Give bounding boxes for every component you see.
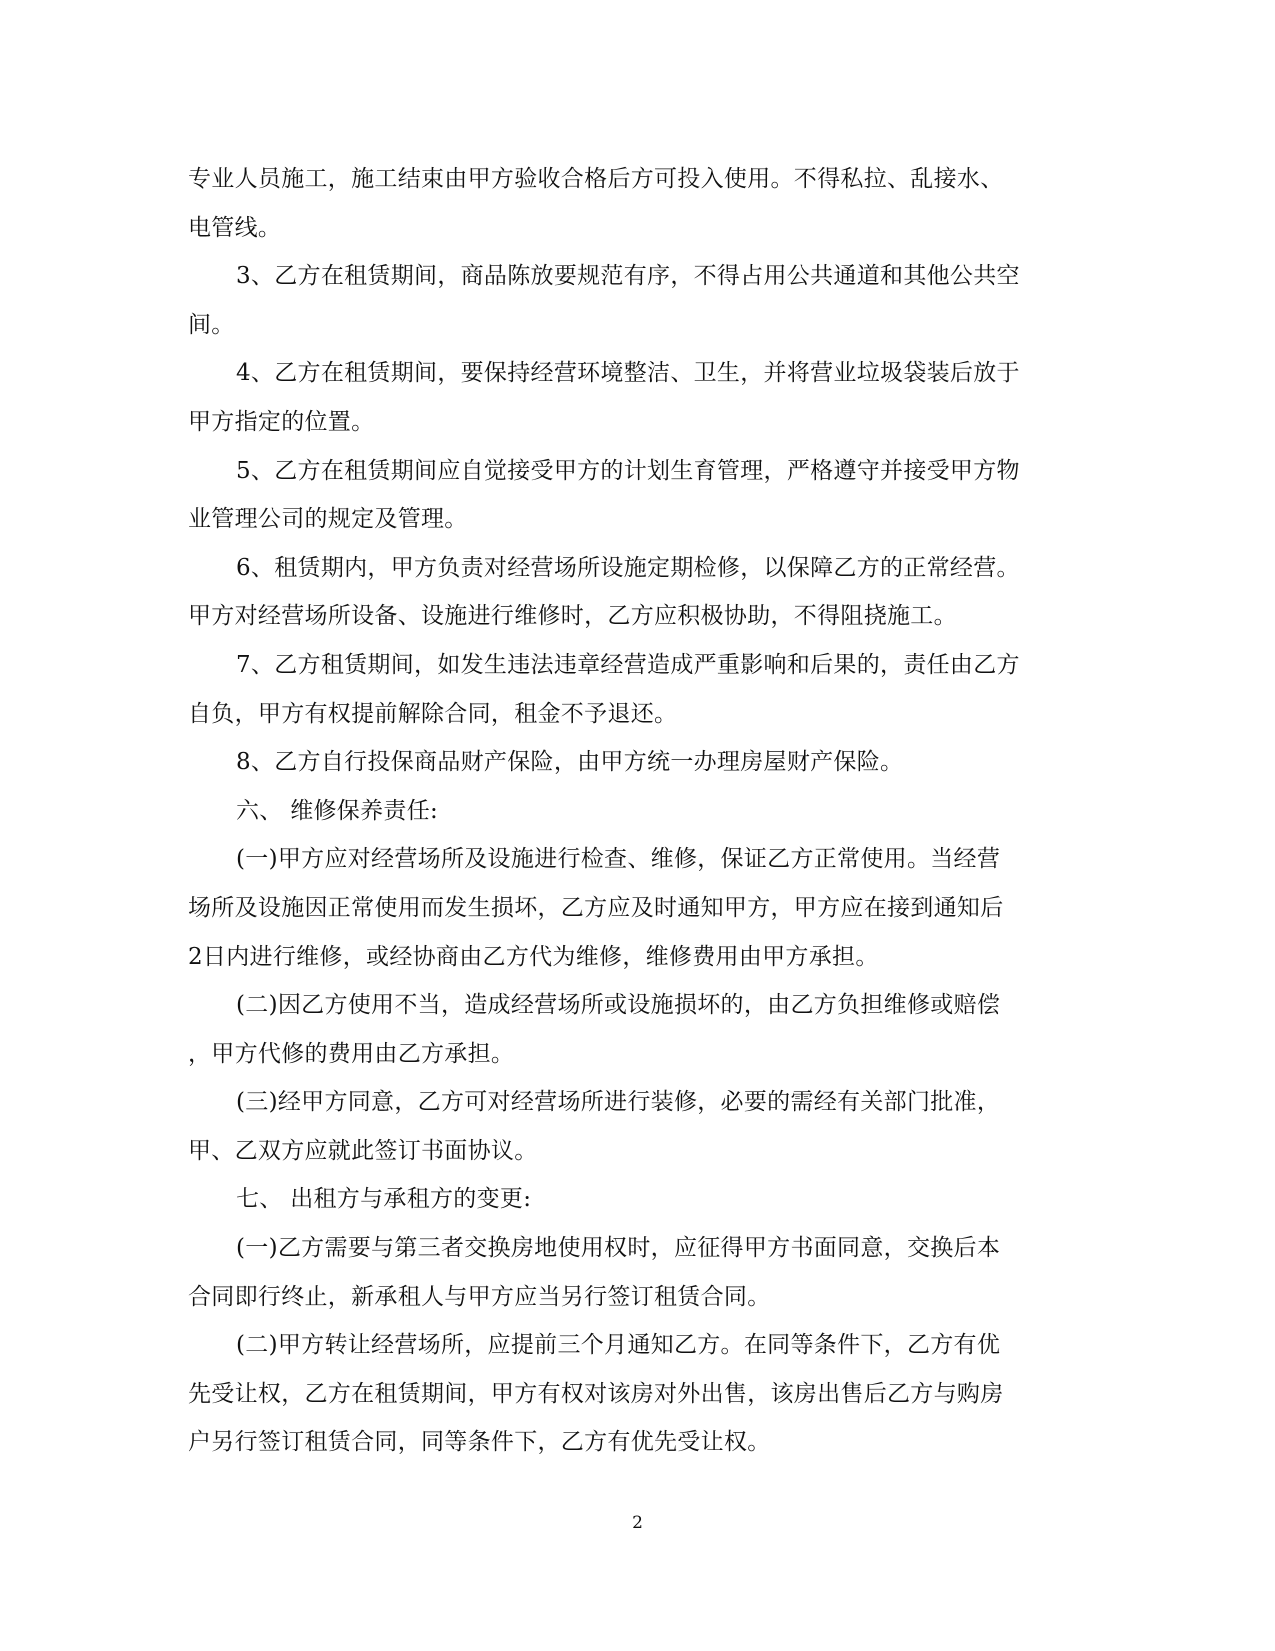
text-line: 5、乙方在租赁期间应自觉接受甲方的计划生育管理，严格遵守并接受甲方物	[236, 457, 1020, 484]
text-line: (三)经甲方同意，乙方可对经营场所进行装修，必要的需经有关部门批准，	[236, 1089, 1001, 1116]
text-line: (一)甲方应对经营场所及设施进行检查、维修，保证乙方正常使用。当经营	[236, 846, 1001, 873]
text-line: 间。	[188, 311, 235, 338]
text-line: 场所及设施因正常使用而发生损坏，乙方应及时通知甲方，甲方应在接到通知后	[188, 894, 1004, 921]
text-line: 七、 出租方与承租方的变更:	[236, 1186, 532, 1213]
text-line: 业管理公司的规定及管理。	[188, 506, 468, 533]
text-line: 4、乙方在租赁期间，要保持经营环境整洁、卫生，并将营业垃圾袋装后放于	[236, 360, 1020, 387]
text-line: ，甲方代修的费用由乙方承担。	[188, 1040, 515, 1067]
text-line: 先受让权，乙方在租赁期间，甲方有权对该房对外出售，该房出售后乙方与购房	[188, 1380, 1004, 1407]
text-line: 2日内进行维修，或经协商由乙方代为维修，维修费用由甲方承担。	[188, 943, 879, 970]
text-line: (二)甲方转让经营场所，应提前三个月通知乙方。在同等条件下，乙方有优	[236, 1332, 1001, 1359]
text-line: (一)乙方需要与第三者交换房地使用权时，应征得甲方书面同意，交换后本	[236, 1235, 1001, 1262]
text-line: (二)因乙方使用不当，造成经营场所或设施损坏的，由乙方负担维修或赔偿	[236, 992, 1001, 1019]
text-line: 6、租赁期内，甲方负责对经营场所设施定期检修，以保障乙方的正常经营。	[236, 554, 1020, 581]
text-line: 甲方对经营场所设备、设施进行维修时，乙方应积极协助，不得阻挠施工。	[188, 603, 957, 630]
text-line: 7、乙方租赁期间，如发生违法违章经营造成严重影响和后果的，责任由乙方	[236, 651, 1020, 678]
text-line: 六、 维修保养责任:	[236, 797, 439, 824]
page-number: 2	[632, 1513, 643, 1533]
text-line: 合同即行终止，新承租人与甲方应当另行签订租赁合同。	[188, 1283, 771, 1310]
text-line: 户另行签订租赁合同，同等条件下，乙方有优先受让权。	[188, 1429, 771, 1456]
text-line: 3、乙方在租赁期间，商品陈放要规范有序，不得占用公共通道和其他公共空	[236, 263, 1020, 290]
text-line: 自负，甲方有权提前解除合同，租金不予退还。	[188, 700, 678, 727]
text-line: 专业人员施工，施工结束由甲方验收合格后方可投入使用。不得私拉、乱接水、	[188, 166, 1004, 192]
text-line: 8、乙方自行投保商品财产保险，由甲方统一办理房屋财产保险。	[236, 749, 904, 776]
text-line: 电管线。	[188, 214, 282, 241]
text-line: 甲、乙双方应就此签订书面协议。	[188, 1137, 538, 1164]
document-body	[188, 155, 1078, 1467]
text-line: 甲方指定的位置。	[188, 408, 375, 435]
